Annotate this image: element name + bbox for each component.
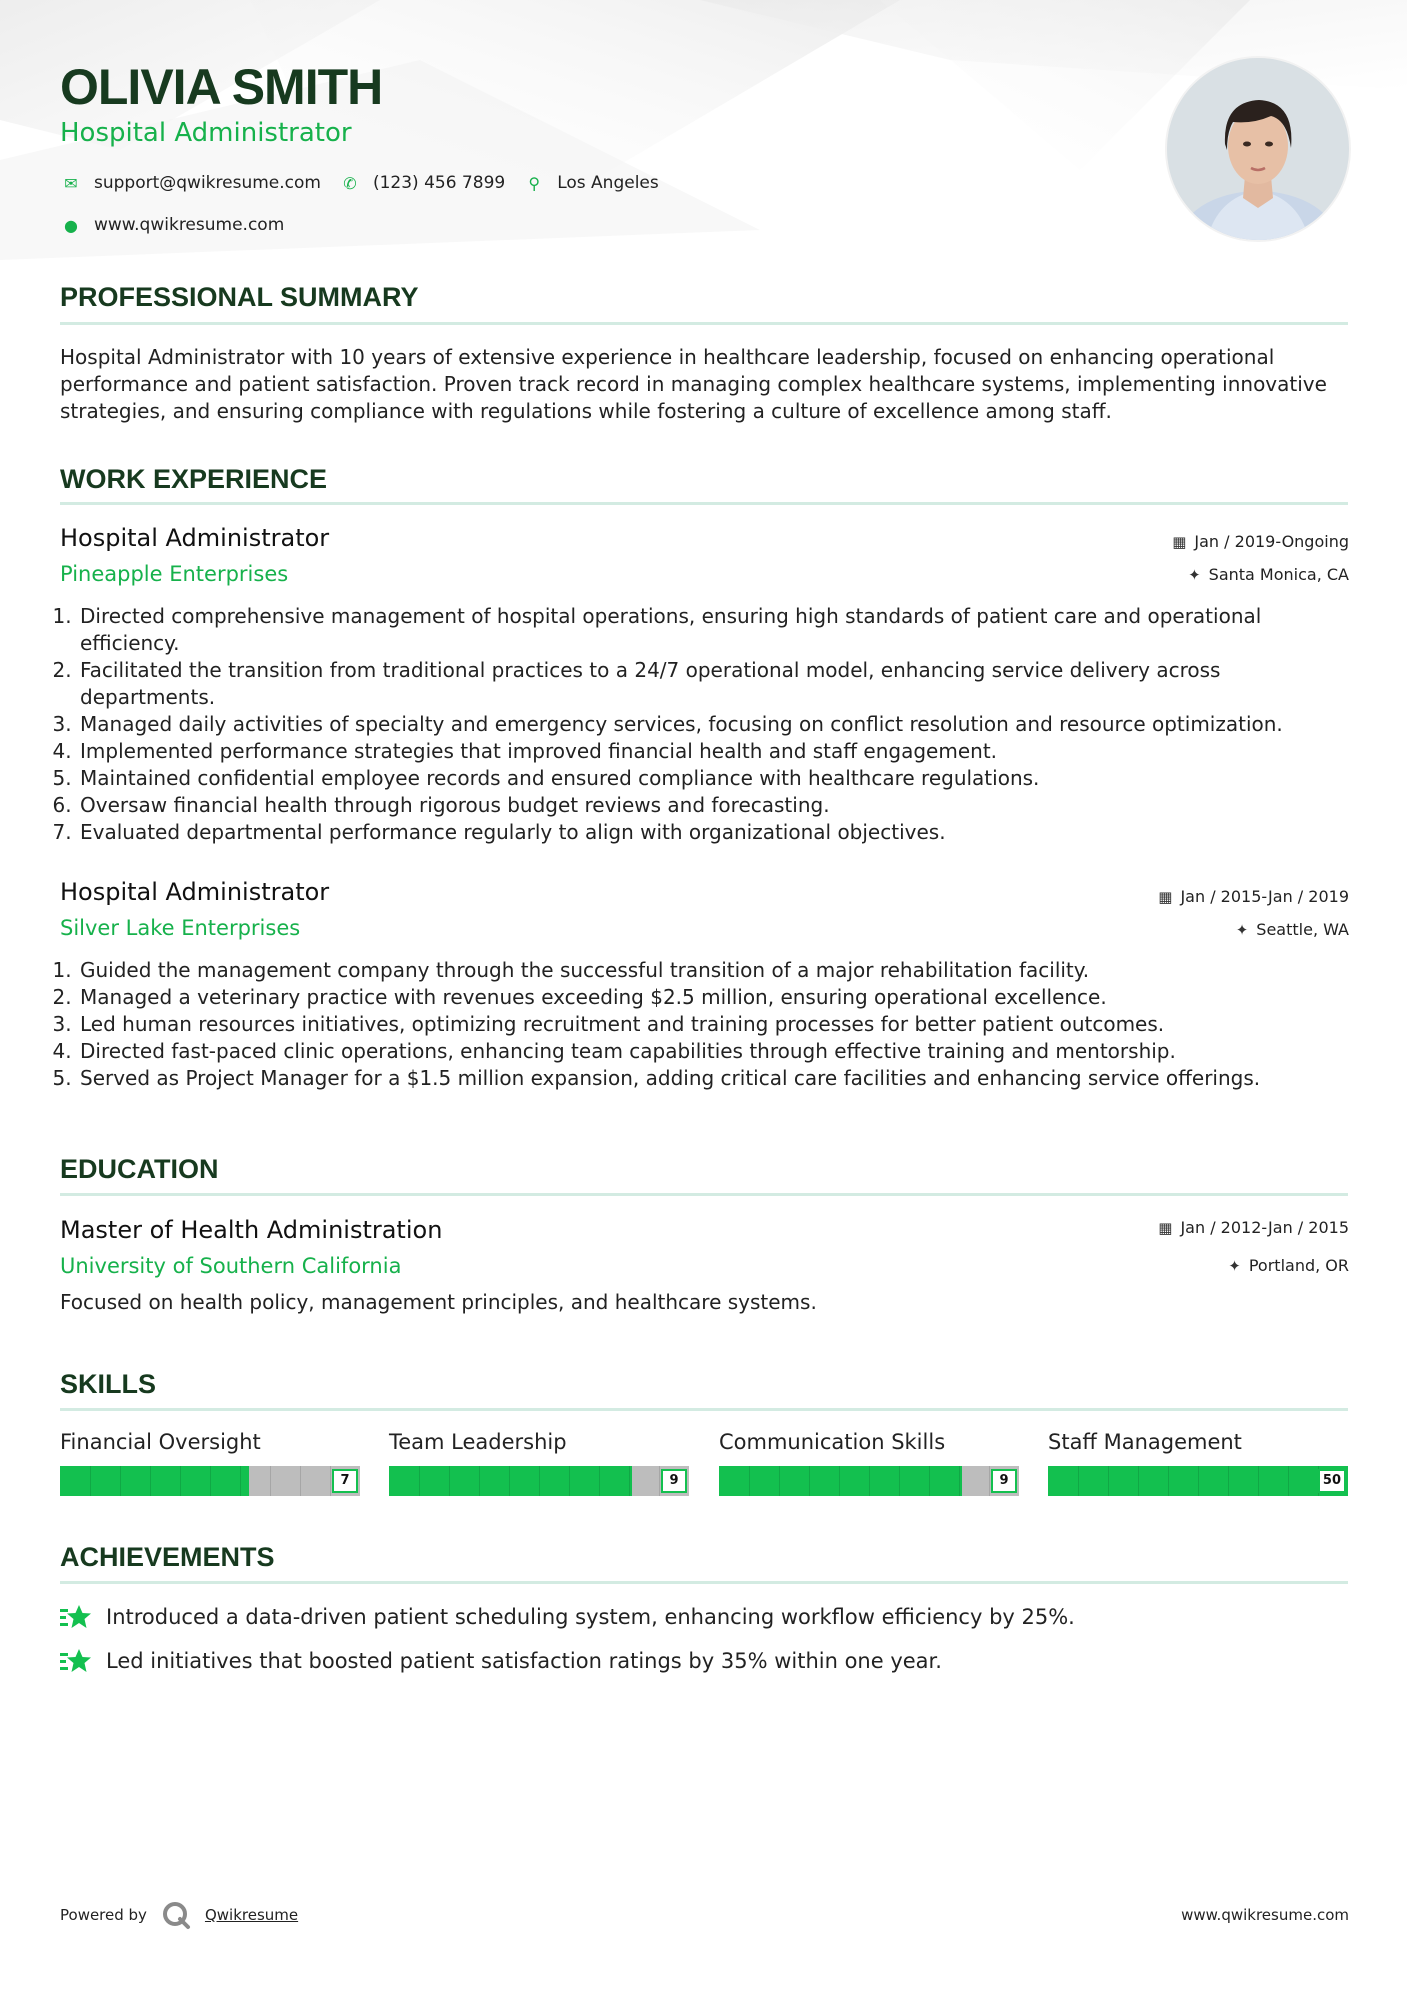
job-2-bullets [78,957,1358,1092]
summary-divider [60,322,1348,325]
phone-text: (123) 456 7899 [372,173,506,193]
skill-bar [389,1466,689,1496]
skill-bar-tick [330,1466,331,1496]
email-text: support@qwikresume.com [94,173,321,193]
contact-website[interactable] [60,215,284,235]
skill-label: Communication Skills [719,1430,946,1454]
job-2-title: Hospital Administrator [60,878,330,906]
skill-bar-tick [240,1466,241,1496]
skill-label: Team Leadership [389,1430,567,1454]
list-item: 1. Guided the management company through the successful transition of a major rehabilitation facility. [78,957,1358,984]
achievements-heading: ACHIEVEMENTS [60,1542,275,1572]
skill-value: 7 [332,1469,358,1493]
skill-bar-tick [90,1466,91,1496]
achievement-text: Introduced a data-driven patient scheduling system, enhancing workflow efficiency by 25%. [106,1605,1075,1629]
skill-bar-tick [1138,1466,1139,1496]
calendar-icon: ▦ [1172,532,1187,551]
skill-bar-tick [419,1466,420,1496]
job-2-dates-text: Jan / 2015-Jan / 2019 [1180,887,1349,906]
skill-bar-tick [449,1466,450,1496]
list-item: 2. Facilitated the transition from traditional practices to a 24/7 operational model, enhancing service delivery across departments. [78,657,1358,711]
achievement-text: Led initiatives that boosted patient satisfaction ratings by 35% within one year. [106,1649,942,1673]
pin-icon: ✦ [1188,565,1201,584]
powered-by-label: Powered by [60,1906,147,1924]
job-2-dates [1158,887,1349,906]
job-1-bullets [78,603,1358,846]
list-item: 3. Managed daily activities of specialty and emergency services, focusing on conflict resolution and resource optimization. [78,711,1358,738]
job-2-location-text: Seattle, WA [1256,920,1349,939]
skill-bar-tick [779,1466,780,1496]
skill-fill [389,1466,632,1496]
skill-bar-tick [869,1466,870,1496]
skill-bar-tick [150,1466,151,1496]
skill-bar-tick [839,1466,840,1496]
list-item: 4. Implemented performance strategies that improved financial health and staff engagement. [78,738,1358,765]
skill-bar-tick [270,1466,271,1496]
skill-bar-tick [749,1466,750,1496]
skill-fill [719,1466,962,1496]
skill-bar-tick [1168,1466,1169,1496]
star-icon [60,1647,92,1675]
experience-heading: WORK EXPERIENCE [60,464,328,494]
star-icon [60,1603,92,1631]
skill-bar-tick [210,1466,211,1496]
skill-bar-tick [989,1466,990,1496]
skill-bar [1048,1466,1348,1496]
job-1-title: Hospital Administrator [60,524,330,552]
summary-text: Hospital Administrator with 10 years of extensive experience in healthcare leadership, focused on enhancing operational performance and patient satisfaction. Proven track record in managing complex healthcare systems, implementing innovative strategies, and ensuring compliance with regulations while fostering a culture of excellence among staff. [60,345,1327,423]
skill-bar-tick [1078,1466,1079,1496]
list-item: 3. Led human resources initiatives, optimizing recruitment and training processes for better patient outcomes. [78,1011,1358,1038]
calendar-icon: ▦ [1158,887,1173,906]
skill-bar-tick [629,1466,630,1496]
achievements-divider [60,1581,1348,1584]
skill-bar-tick [899,1466,900,1496]
achievement-item [60,1603,1075,1631]
experience-divider [60,502,1348,505]
contact-location [523,173,659,193]
job-1-location [1188,565,1349,584]
skill-bar [60,1466,360,1496]
map-pin-icon: ⚲ [528,173,541,193]
list-item: 5. Served as Project Manager for a $1.5 million expansion, adding critical care facilities and enhancing service offerings. [78,1065,1358,1092]
skill-bar-tick [509,1466,510,1496]
list-item: 4. Directed fast-paced clinic operations, enhancing team capabilities through effective training and mentorship. [78,1038,1358,1065]
education-divider [60,1193,1348,1196]
skill-bar [719,1466,1019,1496]
skill-value: 50 [1318,1469,1346,1493]
calendar-icon: ▦ [1158,1218,1173,1237]
job-1-company: Pineapple Enterprises [60,562,289,586]
envelope-icon: ✉ [64,173,78,193]
skill-bar-tick [959,1466,960,1496]
skill-label: Staff Management [1048,1430,1242,1454]
contact-row-1 [60,173,677,193]
skill-bar-tick [539,1466,540,1496]
job-1-location-text: Santa Monica, CA [1208,565,1349,584]
list-item: 6. Oversaw financial health through rigorous budget reviews and forecasting. [78,792,1358,819]
skill-bar-tick [479,1466,480,1496]
pin-icon: ✦ [1228,1256,1241,1275]
list-item: 1. Directed comprehensive management of hospital operations, ensuring high standards of patient care and operational efficiency. [78,603,1358,657]
globe-icon: ● [64,215,78,235]
education-location [1228,1256,1349,1275]
education-school: University of Southern California [60,1254,402,1278]
skill-bar-tick [120,1466,121,1496]
list-item: 7. Evaluated departmental performance regularly to align with organizational objectives. [78,819,1358,846]
education-description: Focused on health policy, management principles, and healthcare systems. [60,1290,817,1314]
skill-bar-tick [809,1466,810,1496]
qwikresume-logo-icon [161,1900,191,1930]
pin-icon: ✦ [1235,920,1249,939]
contact-phone[interactable] [339,173,505,193]
profile-photo [1167,58,1349,240]
skill-label: Financial Oversight [60,1430,261,1454]
brand-link[interactable]: Qwikresume [204,1906,299,1924]
skill-bar-tick [1288,1466,1289,1496]
list-item: 5. Maintained confidential employee records and ensured compliance with healthcare regulations. [78,765,1358,792]
job-1-dates [1172,532,1349,551]
job-2-company: Silver Lake Enterprises [60,916,301,940]
list-item: 2. Managed a veterinary practice with revenues exceeding $2.5 million, ensuring operational excellence. [78,984,1358,1011]
contact-row-2 [60,215,302,235]
skill-value: 9 [991,1469,1017,1493]
phone-icon: ✆ [343,173,357,193]
skills-heading: SKILLS [60,1369,157,1399]
job-2-location [1236,920,1349,939]
skill-bar-tick [1228,1466,1229,1496]
footer-powered-by [60,1900,298,1930]
skill-bar-tick [1108,1466,1109,1496]
skill-bar-tick [1198,1466,1199,1496]
skill-bar-tick [300,1466,301,1496]
job-1-dates-text: Jan / 2019-Ongoing [1194,532,1349,551]
education-degree: Master of Health Administration [60,1216,443,1244]
education-location-text: Portland, OR [1248,1256,1349,1275]
website-text: www.qwikresume.com [94,215,285,235]
achievement-item [60,1647,942,1675]
skills-divider [60,1408,1348,1411]
skill-value: 9 [661,1469,687,1493]
skill-fill [60,1466,249,1496]
footer-website[interactable]: www.qwikresume.com [1181,1906,1349,1924]
skill-bar-tick [1258,1466,1259,1496]
contact-email[interactable] [60,173,321,193]
education-dates [1158,1218,1349,1237]
candidate-role: Hospital Administrator [60,118,352,148]
candidate-name: OLIVIA SMITH [60,59,383,115]
location-text: Los Angeles [557,173,659,193]
education-dates-text: Jan / 2012-Jan / 2015 [1180,1218,1349,1237]
skill-bar-tick [929,1466,930,1496]
skill-bar-tick [180,1466,181,1496]
education-heading: EDUCATION [60,1154,219,1184]
skill-bar-tick [599,1466,600,1496]
skill-bar-tick [659,1466,660,1496]
skill-bar-tick [569,1466,570,1496]
summary-heading: PROFESSIONAL SUMMARY [60,282,419,312]
